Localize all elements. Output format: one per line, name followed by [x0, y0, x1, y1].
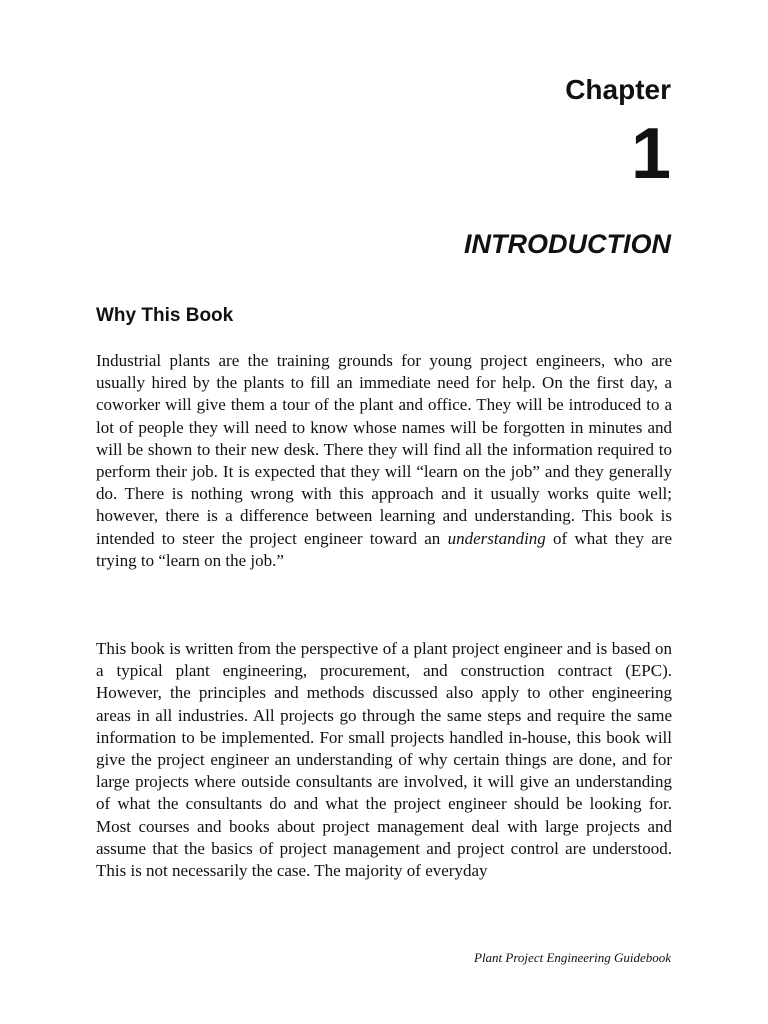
paragraph-2: This book is written from the perspective of a plant project engineer and is based on a typical plant engineering, procurement, and construction contract (EPC). However, the principles and methods discussed also apply to other engineering areas in all industries. All projects go through the same steps and require the same information to be implemented. For small projects handled in-house, this book will give the project engineer an understanding of why certain things are done, and for large projects where outside consultants are involved, it will give an understanding of what the consultants do and what the project engineer should be looking for. Most courses and books about project management deal with large projects and assume that the basics of project management and project control are understood. This is not necessarily the case. The majority of everyday — [96, 639, 672, 881]
paragraph-1-text-start: Industrial plants are the training grounds for young project engineers, who are usually hired by the plants to fill an immediate need for help. On the first day, a coworker will give them a tour of the plant and office. They will be introduced to a lot of people they will need to know whose names will be forgotten in minutes and will be shown to their new desk. There they will find all the information required to perform their job. It is expected that they will “learn on the job” and they generally do. There is nothing wrong with this approach and it usually works quite well; however, there is a difference between learning and understanding. This book is intended to steer the project engineer toward an — [96, 351, 672, 548]
chapter-title: INTRODUCTION — [464, 229, 671, 259]
running-footer: Plant Project Engineering Guidebook — [474, 950, 671, 965]
chapter-label: Chapter — [565, 74, 671, 105]
section-heading: Why This Book — [96, 305, 234, 326]
paragraph-1 — [96, 350, 672, 572]
paragraph-1-text-end: of what they are trying to “learn on the job.” — [96, 528, 673, 570]
chapter-number: 1 — [630, 114, 671, 194]
paragraph-1-emphasis: understanding — [447, 528, 546, 548]
